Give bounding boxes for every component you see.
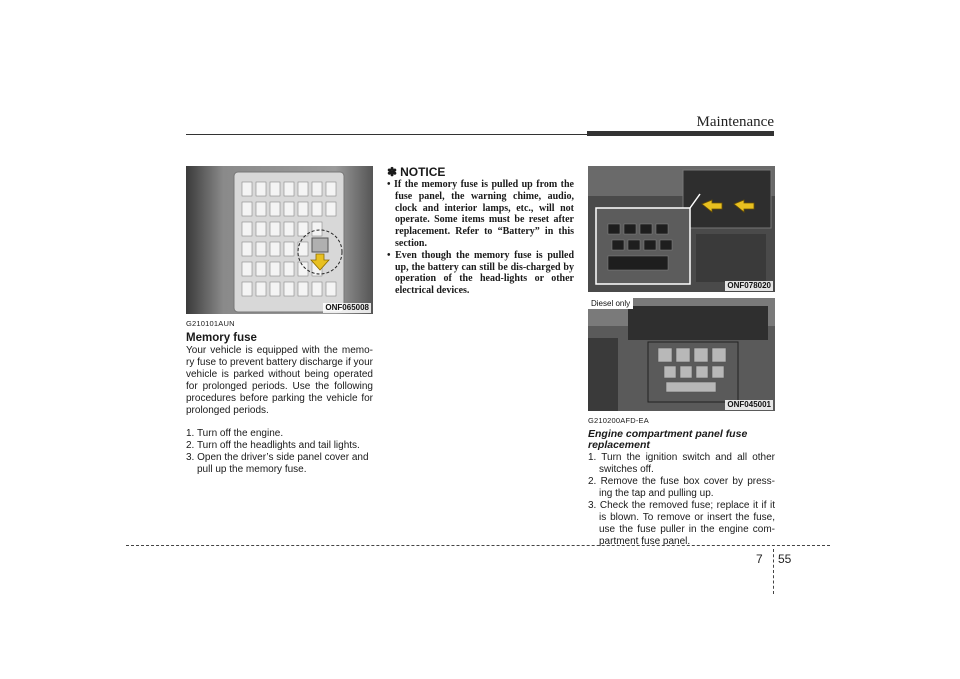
step-item: 2. Remove the fuse box cover by press-ing the tap and pulling up. (588, 476, 775, 499)
notice-item: • If the memory fuse is pulled up from the fuse panel, the warning chime, audio, clock and interior lamps, etc., will not operate. Some items must be reset after replacement. Refer to “Battery” in this section. (387, 179, 574, 249)
diesel-fuse-illustration (588, 298, 775, 411)
step-item: 2. Turn off the headlights and tail lights. (186, 440, 360, 451)
reference-code: G210200AFD-EA (588, 416, 649, 425)
memory-fuse-photo (186, 166, 373, 314)
step-item: 1. Turn off the engine. (186, 428, 284, 439)
memory-fuse-steps (186, 428, 373, 476)
engine-fuse-column (588, 166, 775, 548)
engine-fuse-steps (588, 452, 775, 548)
page-number: 55 (778, 552, 792, 566)
photo-code-label: ONF065008 (325, 303, 369, 312)
engine-compartment-photo (588, 166, 775, 292)
step-item: 3. Open the driver’s side panel cover and pull up the memory fuse. (186, 452, 369, 475)
diesel-only-label: Diesel only (588, 298, 633, 309)
step-item: 3. Check the removed fuse; replace it if it is blown. To remove or insert the fuse, use the fuse puller in the engine com-partment fuse panel. (588, 500, 775, 547)
notice-list (387, 179, 574, 297)
notice-title (387, 166, 574, 178)
footer-divider (773, 549, 774, 594)
footer-dashed-rule (126, 545, 830, 546)
header-accent-bar (587, 131, 774, 136)
memory-fuse-column (186, 166, 373, 476)
notice-item: • Even though the memory fuse is pulled up, the battery can still be dis-charged by operation of the head-lights or other electrical devices. (387, 249, 574, 297)
diesel-fuse-photo (588, 298, 775, 411)
notice-column (387, 166, 574, 297)
section-title: Maintenance (696, 114, 774, 130)
notice-icon: ✽ (387, 165, 398, 179)
section-subheading: Engine compartment panel fuse replacement (588, 428, 748, 451)
intro-paragraph: Your vehicle is equipped with the memo-ry fuse to prevent battery discharge if your vehicle is parked without being operated for prolonged periods. Use the following procedures before parking the vehicle for prolonged periods. (186, 345, 373, 416)
engine-compartment-illustration (588, 166, 775, 292)
fuse-panel-illustration (186, 166, 373, 314)
notice-title-text: NOTICE (400, 165, 446, 179)
step-item: 1. Turn the ignition switch and all other switches off. (588, 452, 775, 475)
photo-code-label: ONF045001 (727, 400, 771, 409)
photo-code-label: ONF078020 (727, 281, 771, 290)
reference-code: G210101AUN (186, 319, 235, 328)
section-heading: Memory fuse (186, 332, 257, 344)
chapter-number: 7 (756, 552, 763, 566)
